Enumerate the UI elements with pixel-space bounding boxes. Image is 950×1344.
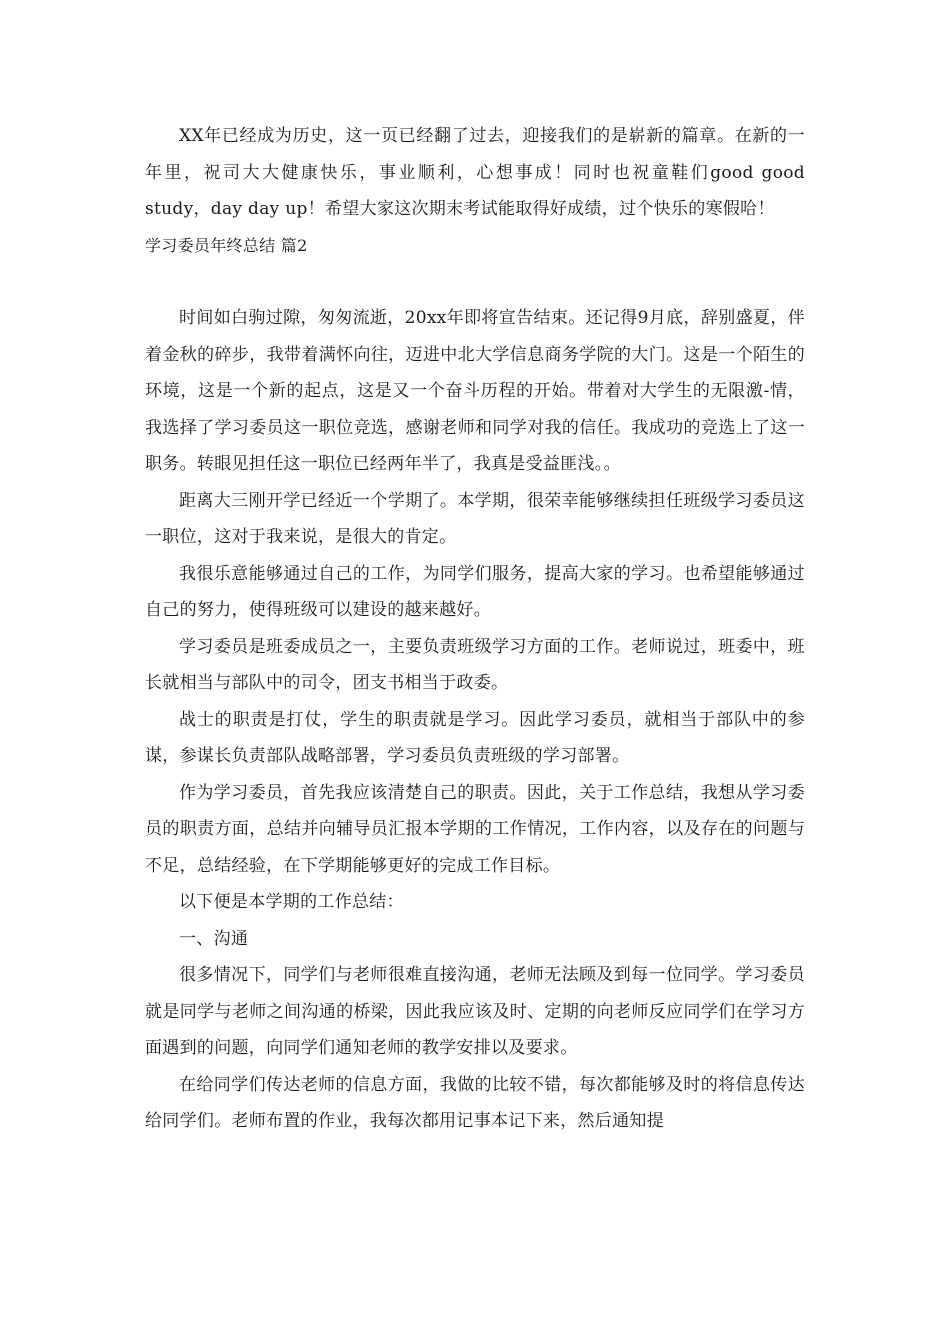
body-paragraph: 以下便是本学期的工作总结： [179,892,404,912]
section-title: 学习委员年终总结 篇2 [145,235,308,255]
body-paragraph: 在给同学们传达老师的信息方面，我做的比较不错，每次都能够及时的将信息传达给同学们。老师布置的作业，我每次都用记事本记下来，然后通知提 [145,1074,805,1131]
body-paragraph: 作为学习委员，首先我应该清楚自己的职责。因此，关于工作总结，我想从学习委员的职责方面，总结并向辅导员汇报本学期的工作情况，工作内容，以及存在的问题与不足，总结经验，在下学期能够更好的完成工作目标。 [145,782,805,876]
body-paragraph: 学习委员是班委成员之一，主要负责班级学习方面的工作。老师说过，班委中，班长就相当与部队中的司令，团支书相当于政委。 [145,636,805,693]
body-paragraph: 很多情况下，同学们与老师很难直接沟通，老师无法顾及到每一位同学。学习委员就是同学与老师之间沟通的桥梁，因此我应该及时、定期的向老师反应同学们在学习方面遇到的问题，向同学们通知老师的教学安排以及要求。 [145,965,805,1058]
intro-paragraph: XX年已经成为历史，这一页已经翻了过去，迎接我们的是崭新的篇章。在新的一年里，祝司大大健康快乐，事业顺利，心想事成！同时也祝童鞋们good good study，day day up！希望大家这次期末考试能取得好成绩，过个快乐的寒假哈！ [145,126,805,219]
section-spacer [145,264,805,300]
body-paragraph: 距离大三刚开学已经近一个学期了。本学期，很荣幸能够继续担任班级学习委员这一职位，这对于我来说，是很大的肯定。 [145,490,805,547]
body-paragraph: 战士的职责是打仗，学生的职责就是学习。因此学习委员，就相当于部队中的参谋，参谋长负责部队战略部署，学习委员负责班级的学习部署。 [145,709,805,766]
body-paragraph: 时间如白驹过隙，匆匆流逝，20xx年即将宣告结束。还记得9月底，辞别盛夏，伴着金秋的碎步，我带着满怀向往，迈进中北大学信息商务学院的大门。这是一个陌生的环境，这是一个新的起点，这是又一个奋斗历程的开始。带着对大学生的无限激-情，我选择了学习委员这一职位竞选，感谢老师和同学对我的信任。我成功的竞选上了这一职务。转眼见担任这一职位已经两年半了，我真是受益匪浅。。 [145,308,805,474]
subsection-heading: 一、沟通 [179,928,249,949]
document-body [145,118,805,1140]
body-paragraph: 我很乐意能够通过自己的工作，为同学们服务，提高大家的学习。也希望能够通过自己的努力，使得班级可以建设的越来越好。 [145,563,805,620]
